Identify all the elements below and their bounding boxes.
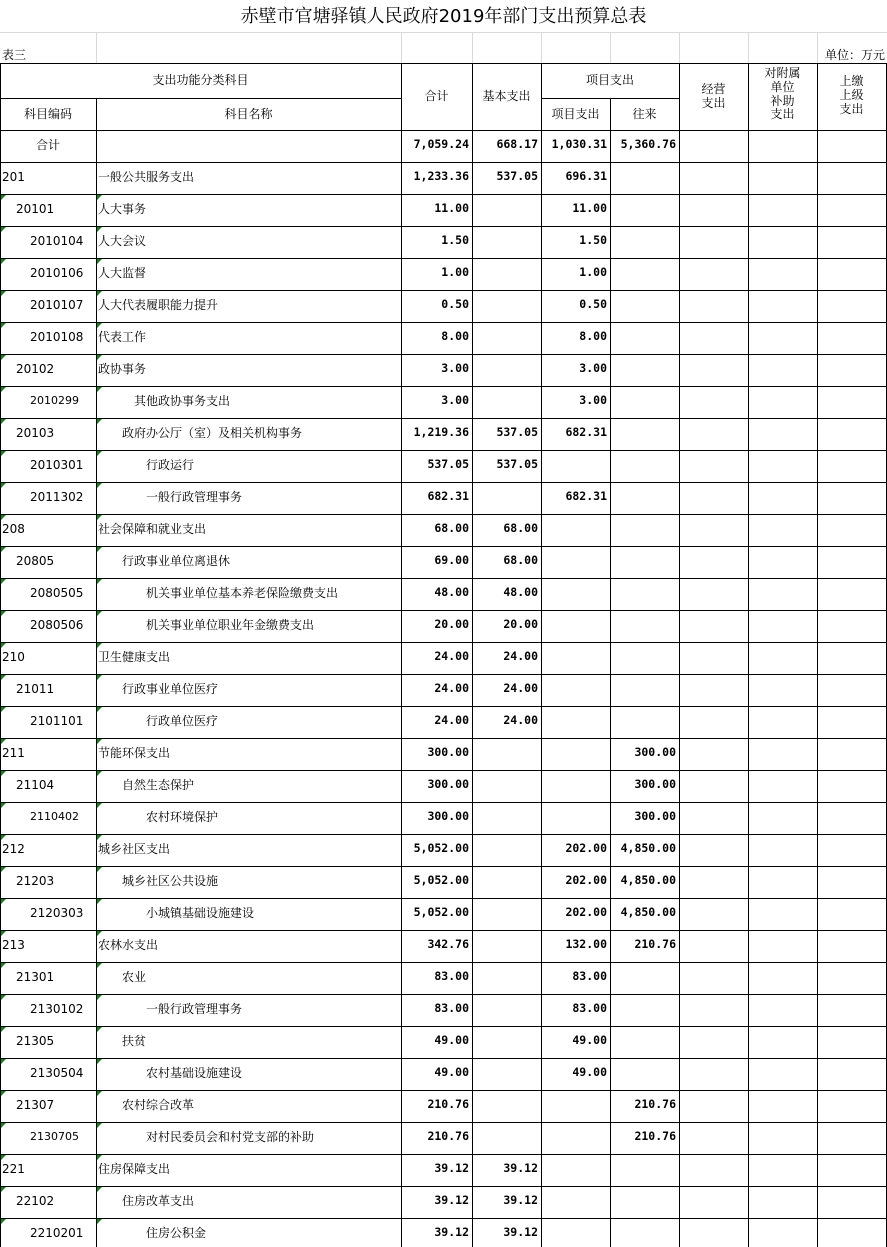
row-basic: 537.05 [496, 426, 538, 439]
row-total: 49.00 [434, 1066, 469, 1079]
row-basic: 537.05 [496, 458, 538, 471]
row-transfer [610, 682, 676, 700]
row-code: 2010104 [30, 234, 84, 248]
row-code: 21011 [16, 682, 55, 696]
row-transfer [610, 1194, 676, 1212]
page-title: 赤壁市官塘驿镇人民政府2019年部门支出预算总表 [240, 6, 647, 27]
row-total: 300.00 [427, 778, 469, 791]
header-subsidy-text: 对附属 单位 补助 支出 [764, 66, 801, 122]
cell-text-flag-icon [97, 707, 102, 712]
row-total: 83.00 [434, 1002, 469, 1015]
row-name: 人大代表履职能力提升 [98, 298, 219, 312]
row-total: 83.00 [434, 970, 469, 983]
row-name: 住房保障支出 [98, 1162, 171, 1176]
row-name: 机关事业单位职业年金缴费支出 [146, 618, 315, 632]
row-basic [472, 1002, 538, 1020]
cell-text-flag-icon [97, 963, 102, 968]
cell-text-flag-icon [97, 1219, 102, 1224]
row-transfer [610, 202, 676, 220]
row-code: 221 [2, 1162, 25, 1176]
cell-text-flag-icon [1, 1219, 6, 1224]
cell-text-flag-icon [97, 227, 102, 232]
row-transfer [610, 426, 676, 444]
cell-text-flag-icon [97, 419, 102, 424]
row-project [541, 778, 607, 796]
row-name: 农村基础设施建设 [146, 1066, 243, 1080]
row-total: 69.00 [434, 554, 469, 567]
row-name: 其他政协事务支出 [134, 394, 231, 408]
row-total: 48.00 [434, 586, 469, 599]
cell-text-flag-icon [1, 515, 6, 520]
row-project [541, 618, 607, 636]
row-transfer [610, 298, 676, 316]
row-basic [472, 874, 538, 892]
row-project [541, 1098, 607, 1116]
row-basic: 24.00 [503, 714, 538, 727]
row-transfer: 300.00 [634, 778, 676, 791]
cell-text-flag-icon [97, 739, 102, 744]
row-total: 1.50 [441, 234, 469, 247]
row-transfer [610, 394, 676, 412]
row-total: 1,233.36 [413, 170, 469, 183]
row-transfer [610, 362, 676, 380]
row-project: 202.00 [565, 874, 607, 887]
cell-text-flag-icon [1, 1059, 6, 1064]
cell-text-flag-icon [97, 931, 102, 936]
row-name: 行政运行 [146, 458, 195, 472]
cell-text-flag-icon [97, 515, 102, 520]
row-code: 211 [2, 746, 25, 760]
cell-text-flag-icon [97, 835, 102, 840]
row-project: 696.31 [565, 170, 607, 183]
row-total: 5,052.00 [413, 906, 469, 919]
row-total: 1,219.36 [413, 426, 469, 439]
row-name: 扶贫 [122, 1034, 147, 1048]
cell-text-flag-icon [1, 707, 6, 712]
row-basic: 20.00 [503, 618, 538, 631]
row-transfer [610, 554, 676, 572]
cell-text-flag-icon [1, 483, 6, 488]
row-project [541, 586, 607, 604]
row-name: 住房改革支出 [122, 1194, 195, 1208]
cell-text-flag-icon [97, 995, 102, 1000]
row-project [541, 714, 607, 732]
row-basic [472, 938, 538, 956]
row-project [541, 1194, 607, 1212]
row-transfer [610, 586, 676, 604]
row-transfer: 5,360.76 [620, 138, 676, 151]
row-basic: 68.00 [503, 522, 538, 535]
row-basic [472, 1066, 538, 1084]
cell-text-flag-icon [97, 1155, 102, 1160]
row-name: 农业 [122, 970, 147, 984]
cell-text-flag-icon [1, 323, 6, 328]
row-name: 人大监督 [98, 266, 147, 280]
row-name: 卫生健康支出 [98, 650, 171, 664]
row-basic [472, 490, 538, 508]
row-code: 2110402 [30, 810, 79, 823]
row-total: 7,059.24 [413, 138, 469, 151]
row-basic [472, 234, 538, 252]
row-project: 1.00 [579, 266, 607, 279]
cell-text-flag-icon [1, 579, 6, 584]
header-transfer: 往来 [632, 106, 657, 121]
row-code: 2080506 [30, 618, 84, 632]
row-project: 0.50 [579, 298, 607, 311]
row-basic [472, 842, 538, 860]
cell-text-flag-icon [1, 227, 6, 232]
row-basic [472, 266, 538, 284]
row-project: 682.31 [565, 490, 607, 503]
cell-text-flag-icon [1, 1027, 6, 1032]
header-code: 科目编码 [23, 106, 72, 121]
row-code: 2080505 [30, 586, 84, 600]
row-project [541, 522, 607, 540]
cell-text-flag-icon [1, 675, 6, 680]
row-transfer: 4,850.00 [620, 842, 676, 855]
row-total: 537.05 [427, 458, 469, 471]
row-project [541, 458, 607, 476]
cell-text-flag-icon [1, 259, 6, 264]
row-basic [472, 746, 538, 764]
header-project-group: 项目支出 [585, 73, 634, 88]
row-total: 11.00 [434, 202, 469, 215]
cell-text-flag-icon [97, 547, 102, 552]
row-code: 22102 [16, 1194, 55, 1208]
cell-text-flag-icon [97, 1187, 102, 1192]
row-name: 城乡社区公共设施 [122, 874, 219, 888]
row-transfer [610, 618, 676, 636]
cell-text-flag-icon [1, 547, 6, 552]
row-project [541, 650, 607, 668]
cell-text-flag-icon [97, 899, 102, 904]
cell-text-flag-icon [1, 995, 6, 1000]
row-transfer [610, 1002, 676, 1020]
row-project: 3.00 [579, 394, 607, 407]
row-transfer [610, 1162, 676, 1180]
row-code: 2130705 [30, 1130, 79, 1143]
row-project: 1.50 [579, 234, 607, 247]
cell-text-flag-icon [1, 867, 6, 872]
row-transfer [610, 266, 676, 284]
cell-text-flag-icon [97, 675, 102, 680]
row-total: 39.12 [434, 1226, 469, 1239]
row-project: 8.00 [579, 330, 607, 343]
row-transfer [610, 650, 676, 668]
row-code: 20101 [16, 202, 55, 216]
cell-text-flag-icon [97, 1123, 102, 1128]
row-total: 68.00 [434, 522, 469, 535]
row-name: 农林水支出 [98, 938, 159, 952]
row-code: 20103 [16, 426, 55, 440]
unit-label: 单位：万元 [824, 48, 885, 62]
row-transfer [610, 1034, 676, 1052]
row-basic: 24.00 [503, 650, 538, 663]
cell-text-flag-icon [97, 259, 102, 264]
row-project: 83.00 [572, 970, 607, 983]
row-transfer [610, 170, 676, 188]
row-name: 农村环境保护 [146, 810, 219, 824]
row-code: 21104 [16, 778, 55, 792]
row-transfer [610, 714, 676, 732]
row-code: 20805 [16, 554, 55, 568]
row-basic: 24.00 [503, 682, 538, 695]
row-total: 3.00 [441, 394, 469, 407]
header-func-class: 支出功能分类科目 [152, 73, 249, 88]
row-transfer: 210.76 [634, 938, 676, 951]
row-basic: 537.05 [496, 170, 538, 183]
row-project [541, 746, 607, 764]
row-name: 机关事业单位基本养老保险缴费支出 [146, 586, 339, 600]
header-business-text: 经营 支出 [701, 82, 726, 110]
row-basic [472, 778, 538, 796]
row-total: 39.12 [434, 1162, 469, 1175]
row-basic [472, 394, 538, 412]
row-name: 对村民委员会和村党支部的补助 [146, 1130, 315, 1144]
cell-text-flag-icon [1, 1155, 6, 1160]
row-transfer: 210.76 [634, 1130, 676, 1143]
row-name: 一般公共服务支出 [98, 170, 195, 184]
cell-text-flag-icon [1, 355, 6, 360]
cell-text-flag-icon [1, 611, 6, 616]
row-total: 210.76 [427, 1130, 469, 1143]
header-upper-text: 上缴 上级 支出 [839, 74, 864, 116]
row-project: 202.00 [565, 842, 607, 855]
cell-text-flag-icon [1, 835, 6, 840]
row-total: 39.12 [434, 1194, 469, 1207]
cell-text-flag-icon [97, 803, 102, 808]
row-name: 小城镇基础设施建设 [146, 906, 255, 920]
row-code: 2120303 [30, 906, 84, 920]
row-total: 5,052.00 [413, 842, 469, 855]
header-subsidy [748, 63, 817, 130]
cell-text-flag-icon [1, 1091, 6, 1096]
row-basic [472, 970, 538, 988]
row-transfer [610, 970, 676, 988]
header-project: 项目支出 [551, 106, 600, 121]
row-total: 20.00 [434, 618, 469, 631]
row-project: 11.00 [572, 202, 607, 215]
cell-text-flag-icon [1, 1187, 6, 1192]
row-project [541, 554, 607, 572]
row-code: 2011302 [30, 490, 84, 504]
row-name: 政府办公厅（室）及相关机构事务 [122, 426, 303, 440]
row-basic: 68.00 [503, 554, 538, 567]
row-transfer: 4,850.00 [620, 874, 676, 887]
row-total: 300.00 [427, 810, 469, 823]
cell-text-flag-icon [97, 387, 102, 392]
row-basic [472, 810, 538, 828]
row-total: 24.00 [434, 714, 469, 727]
row-code: 2130102 [30, 1002, 84, 1016]
header-upper [817, 63, 886, 130]
row-total: 24.00 [434, 682, 469, 695]
row-code: 2210201 [30, 1226, 84, 1240]
row-total: 24.00 [434, 650, 469, 663]
cell-text-flag-icon [1, 803, 6, 808]
row-name: 人大会议 [98, 234, 147, 248]
row-transfer [610, 330, 676, 348]
cell-text-flag-icon [1, 739, 6, 744]
cell-text-flag-icon [1, 643, 6, 648]
row-project: 49.00 [572, 1066, 607, 1079]
cell-text-flag-icon [1, 771, 6, 776]
row-project: 1,030.31 [551, 138, 607, 151]
header-total: 合计 [424, 89, 449, 104]
cell-text-flag-icon [1, 1123, 6, 1128]
row-code: 21307 [16, 1098, 55, 1112]
row-name: 政协事务 [98, 362, 147, 376]
row-basic [472, 1130, 538, 1148]
cell-text-flag-icon [1, 899, 6, 904]
cell-text-flag-icon [1, 419, 6, 424]
row-name: 代表工作 [98, 330, 147, 344]
row-code: 20102 [16, 362, 55, 376]
cell-text-flag-icon [97, 451, 102, 456]
cell-text-flag-icon [1, 387, 6, 392]
row-code: 21305 [16, 1034, 55, 1048]
row-project: 83.00 [572, 1002, 607, 1015]
cell-text-flag-icon [97, 579, 102, 584]
cell-text-flag-icon [1, 963, 6, 968]
row-code: 213 [2, 938, 25, 952]
row-code: 208 [2, 522, 25, 536]
row-name: 社会保障和就业支出 [98, 522, 207, 536]
row-name: 行政事业单位离退休 [122, 554, 231, 568]
row-code: 21301 [16, 970, 55, 984]
row-transfer [610, 1226, 676, 1244]
cell-text-flag-icon [97, 771, 102, 776]
row-name: 行政单位医疗 [146, 714, 219, 728]
row-code: 2010107 [30, 298, 84, 312]
row-name: 住房公积金 [146, 1226, 207, 1240]
header-business [679, 63, 748, 130]
cell-text-flag-icon [97, 323, 102, 328]
row-transfer: 300.00 [634, 810, 676, 823]
row-project [541, 810, 607, 828]
row-total: 300.00 [427, 746, 469, 759]
row-code: 212 [2, 842, 25, 856]
row-code: 合计 [35, 138, 60, 152]
row-basic [472, 1034, 538, 1052]
row-total: 210.76 [427, 1098, 469, 1111]
row-project [541, 1162, 607, 1180]
row-basic [472, 1098, 538, 1116]
cell-text-flag-icon [97, 291, 102, 296]
row-name: 一般行政管理事务 [146, 1002, 243, 1016]
cell-text-flag-icon [97, 1059, 102, 1064]
row-name [96, 138, 399, 156]
cell-text-flag-icon [1, 451, 6, 456]
row-total: 342.76 [427, 938, 469, 951]
row-basic [472, 330, 538, 348]
row-project: 3.00 [579, 362, 607, 375]
row-total: 8.00 [441, 330, 469, 343]
cell-text-flag-icon [1, 291, 6, 296]
row-name: 自然生态保护 [122, 778, 195, 792]
cell-text-flag-icon [97, 355, 102, 360]
row-transfer [610, 234, 676, 252]
row-project [541, 682, 607, 700]
row-basic [472, 362, 538, 380]
cell-text-flag-icon [97, 643, 102, 648]
row-project: 202.00 [565, 906, 607, 919]
row-code: 210 [2, 650, 25, 664]
row-code: 21203 [16, 874, 55, 888]
row-total: 682.31 [427, 490, 469, 503]
row-basic [472, 298, 538, 316]
row-name: 行政事业单位医疗 [122, 682, 219, 696]
row-transfer [610, 458, 676, 476]
row-transfer: 4,850.00 [620, 906, 676, 919]
row-transfer [610, 1066, 676, 1084]
row-code: 2101101 [30, 714, 84, 728]
cell-text-flag-icon [97, 611, 102, 616]
row-code: 2010301 [30, 458, 84, 472]
cell-text-flag-icon [97, 483, 102, 488]
cell-text-flag-icon [97, 195, 102, 200]
row-basic [472, 906, 538, 924]
cell-text-flag-icon [97, 1091, 102, 1096]
row-project: 132.00 [565, 938, 607, 951]
row-name: 人大事务 [98, 202, 147, 216]
cell-text-flag-icon [1, 195, 6, 200]
row-code: 2010299 [30, 394, 79, 407]
row-code: 2010106 [30, 266, 84, 280]
cell-text-flag-icon [1, 931, 6, 936]
row-code: 201 [2, 170, 25, 184]
row-code: 2130504 [30, 1066, 84, 1080]
row-total: 5,052.00 [413, 874, 469, 887]
header-name: 科目名称 [224, 106, 273, 121]
cell-text-flag-icon [97, 867, 102, 872]
row-basic: 48.00 [503, 586, 538, 599]
row-basic: 668.17 [496, 138, 538, 151]
row-code: 2010108 [30, 330, 84, 344]
row-transfer: 210.76 [634, 1098, 676, 1111]
row-basic: 39.12 [503, 1194, 538, 1207]
header-basic: 基本支出 [482, 89, 531, 104]
row-total: 49.00 [434, 1034, 469, 1047]
row-total: 0.50 [441, 298, 469, 311]
row-basic: 39.12 [503, 1226, 538, 1239]
row-total: 3.00 [441, 362, 469, 375]
row-project: 49.00 [572, 1034, 607, 1047]
row-total: 1.00 [441, 266, 469, 279]
row-name: 节能环保支出 [98, 746, 171, 760]
cell-text-flag-icon [97, 1027, 102, 1032]
form-number: 表三 [2, 48, 27, 62]
row-name: 一般行政管理事务 [146, 490, 243, 504]
row-project: 682.31 [565, 426, 607, 439]
row-transfer [610, 490, 676, 508]
row-basic: 39.12 [503, 1162, 538, 1175]
row-project [541, 1130, 607, 1148]
row-name: 城乡社区支出 [98, 842, 171, 856]
row-transfer: 300.00 [634, 746, 676, 759]
row-project [541, 1226, 607, 1244]
row-transfer [610, 522, 676, 540]
row-name: 农村综合改革 [122, 1098, 195, 1112]
row-basic [472, 202, 538, 220]
